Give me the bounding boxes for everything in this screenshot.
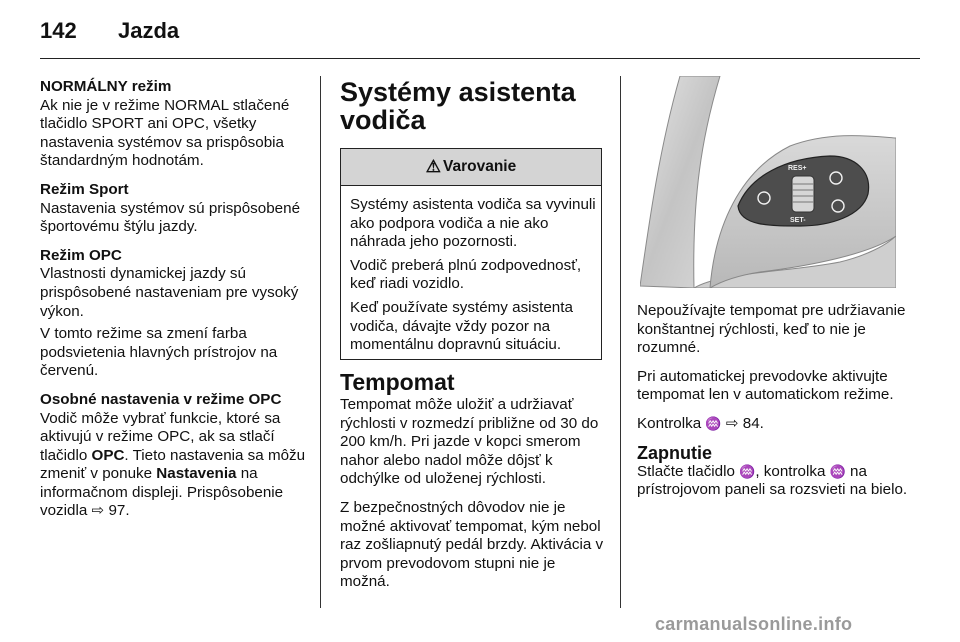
steering-wheel-illustration xyxy=(640,76,896,288)
tempomat-paragraph-2: Z bezpečnostných dôvodov nie je možné aktivovať tempomat, kým nebol raz zošliapnutý pedál brzdy. Aktivácia v prvom prevodovom stupni nie je možná. xyxy=(340,498,604,591)
watermark: carmanualsonline.info xyxy=(655,614,853,634)
personal-settings-text-b: . Tieto nastavenia sa môžu zmeniť v ponuke xyxy=(40,446,306,483)
steering-wheel-figure xyxy=(640,76,896,288)
warning-paragraph-1: Systémy asistenta vodiča sa vyvinuli ako podpora vodiča a nie ako náhrada jeho pozornosti. xyxy=(350,196,596,251)
warning-triangle-icon: ⚠ xyxy=(425,157,441,176)
section-title-line-1: Systémy asistenta xyxy=(340,77,576,107)
page-number: 142 xyxy=(40,18,77,43)
normal-mode-heading: NORMÁLNY režim xyxy=(40,78,172,95)
sport-mode-heading: Režim Sport xyxy=(40,180,129,198)
col3-paragraph-2: Pri automatickej prevodovke aktivujte tempomat len v automatickom režime. xyxy=(637,367,894,404)
section-title-line-2: vodiča xyxy=(340,105,426,135)
tempomat-paragraph-1: Tempomat môže uložiť a udržiavať rýchlosti v rozmedzí približne od 30 do 200 km/h. Pri jazde v kopci smerom nahor alebo nadol môže dôjsť k odchýlke od uloženej rýchlosti. xyxy=(340,396,599,488)
normal-mode-text: Ak nie je v režime NORMAL stlačené tlačidlo SPORT ani OPC, všetky nastavenia systémov sa prispôsobia štandardným hodnotám. xyxy=(40,96,290,170)
column-divider-2 xyxy=(620,76,621,608)
cruise-control-indicator-icon: ♒ xyxy=(705,415,722,431)
control-light-page-ref: 84. xyxy=(742,414,764,432)
sport-mode-text: Nastavenia systémov sú prispôsobené športovému štýlu jazdy. xyxy=(40,199,301,236)
tempomat-section xyxy=(340,370,606,602)
opc-button-label: OPC xyxy=(91,446,125,464)
cruise-control-button-icon: ♒ xyxy=(739,463,756,479)
column-2 xyxy=(340,78,604,134)
column-divider-1 xyxy=(320,76,321,608)
col3-paragraph-1: Nepoužívajte tempomat pre udržiavanie konštantnej rýchlosti, keď to nie je rozumné. xyxy=(637,302,906,357)
opc-mode-text-2: V tomto režime sa zmení farba podsvietenia hlavných prístrojov na červenú. xyxy=(40,325,278,380)
chapter-title: Jazda xyxy=(118,18,180,43)
settings-menu-label: Nastavenia xyxy=(156,465,237,483)
warning-paragraph-3: Keď používate systémy asistenta vodiča, dávajte vždy pozor na momentálnu dopravnú situáciu. xyxy=(350,298,573,354)
control-light-text: Kontrolka xyxy=(637,414,706,432)
personal-settings-heading: Osobné nastavenia v režime OPC xyxy=(40,390,282,408)
warning-body xyxy=(341,186,601,355)
page-ref-arrow-icon: ⇨ xyxy=(725,414,739,432)
warning-paragraph-2: Vodič preberá plnú zodpovednosť, keď riadi vozidlo. xyxy=(350,256,582,293)
set-label: SET- xyxy=(790,217,806,224)
zapnutie-text-a: Stlačte tlačidlo xyxy=(637,462,740,480)
column-1 xyxy=(40,78,312,531)
res-label: RES+ xyxy=(788,165,807,172)
personal-settings-text-a: Vodič môže vybrať funkcie, ktoré sa aktivujú v režime OPC, ak sa stlačí tlačidlo xyxy=(40,409,281,464)
warning-header xyxy=(341,149,601,186)
opc-mode-text-1: Vlastnosti dynamickej jazdy sú prispôsobené nastaveniam pre vysoký výkon. xyxy=(40,265,299,320)
page-ref-arrow-icon: ⇨ xyxy=(91,502,105,520)
column-3 xyxy=(637,302,915,510)
header-rule xyxy=(40,58,920,59)
page-header xyxy=(40,18,920,60)
zapnutie-text-b: , kontrolka xyxy=(755,462,830,480)
warning-title: Varovanie xyxy=(443,158,517,175)
personal-settings-text-c: na informačnom displeji. Prispôsobenie vozidla xyxy=(40,465,284,520)
opc-mode-heading: Režim OPC xyxy=(40,246,122,264)
cruise-control-indicator-icon: ♒ xyxy=(829,463,846,479)
zapnutie-text-c: na prístrojovom paneli sa rozsvieti na bielo. xyxy=(637,462,908,499)
zapnutie-heading: Zapnutie xyxy=(637,442,712,463)
tempomat-heading: Tempomat xyxy=(340,369,455,395)
personal-settings-page-ref: 97. xyxy=(108,502,130,520)
section-title xyxy=(340,78,604,134)
warning-box xyxy=(340,148,602,360)
